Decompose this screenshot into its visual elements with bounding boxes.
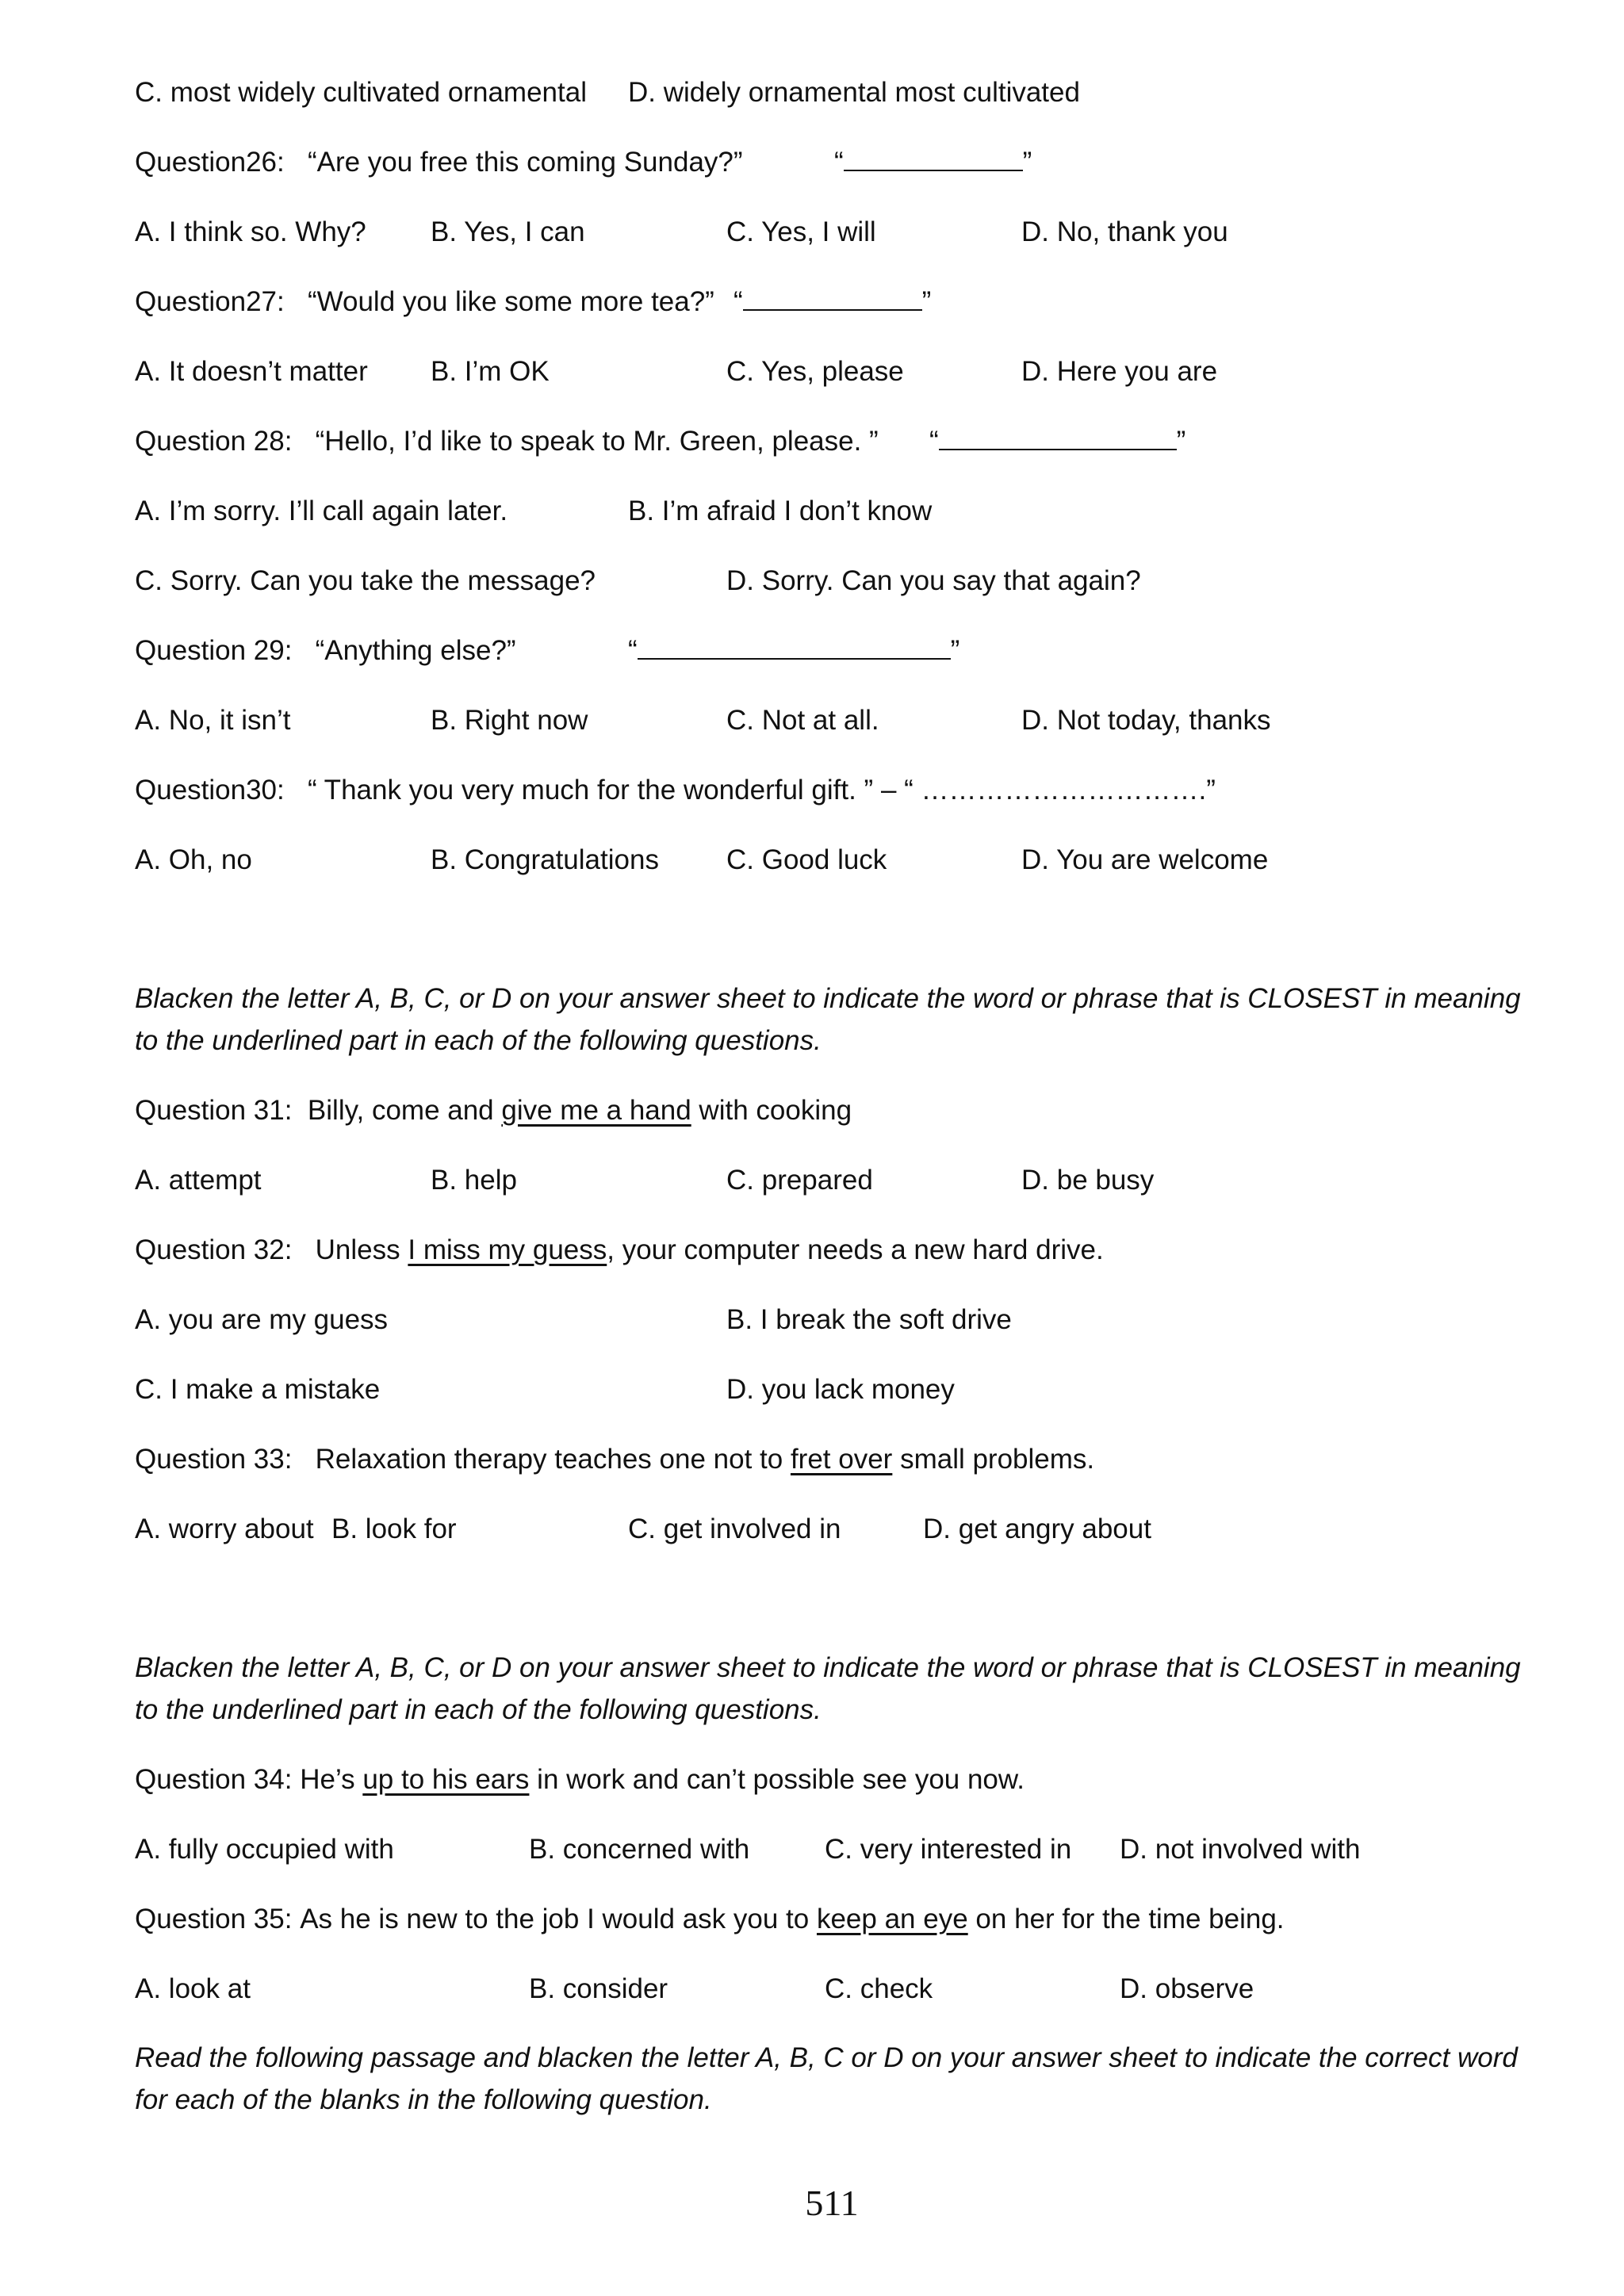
question-prompt: “Hello, I’d like to speak to Mr. Green, please. ” bbox=[315, 426, 879, 457]
q29-option-b: B. Right now bbox=[431, 705, 588, 736]
q30-option-c: C. Good luck bbox=[726, 844, 887, 875]
q26-option-c: C. Yes, I will bbox=[726, 216, 876, 247]
question-label: Question26: bbox=[135, 147, 285, 178]
q26-option-b: B. Yes, I can bbox=[431, 216, 585, 247]
q33-option-b: B. look for bbox=[331, 1513, 457, 1544]
q29-option-a: A. No, it isn’t bbox=[135, 705, 291, 736]
q33-option-c: C. get involved in bbox=[628, 1513, 841, 1544]
page-number: 511 bbox=[805, 2183, 859, 2223]
q33-option-a: A. worry about bbox=[135, 1513, 314, 1544]
question-30 bbox=[135, 773, 1216, 808]
question-34: Question 34: He’s up to his ears in work and can’t possible see you now. bbox=[135, 1764, 1025, 1795]
question-prompt: “Anything else?” bbox=[315, 635, 516, 666]
q35-option-c: C. check bbox=[825, 1973, 933, 2004]
q27-option-a: A. It doesn’t matter bbox=[135, 356, 368, 387]
question-28 bbox=[135, 424, 879, 459]
q34-option-c: C. very interested in bbox=[825, 1834, 1072, 1865]
question-prompt: “Are you free this coming Sunday?” bbox=[307, 147, 743, 178]
q32-option-d: D. you lack money bbox=[726, 1374, 955, 1405]
answer-blank: “ ” bbox=[929, 426, 1186, 457]
q35-option-a: A. look at bbox=[135, 1973, 251, 2004]
instruction-reading-passage: Read the following passage and blacken the letter A, B, C or D on your answer sheet to indicate the correct word for each of the blanks in the following question. bbox=[135, 2042, 1518, 2115]
q31-option-c: C. prepared bbox=[726, 1165, 873, 1196]
q34-option-d: D. not involved with bbox=[1120, 1834, 1361, 1865]
q31-option-d: D. be busy bbox=[1021, 1165, 1155, 1196]
q28-option-a: A. I’m sorry. I’ll call again later. bbox=[135, 496, 508, 526]
q34-option-a: A. fully occupied with bbox=[135, 1834, 394, 1865]
q35-option-d: D. observe bbox=[1120, 1973, 1254, 2004]
q30-option-d: D. You are welcome bbox=[1021, 844, 1269, 875]
q28-option-c: C. Sorry. Can you take the message? bbox=[135, 565, 596, 596]
underlined-phrase: I miss my guess bbox=[408, 1234, 607, 1265]
q26-option-d: D. No, thank you bbox=[1021, 216, 1228, 247]
q27-option-c: C. Yes, please bbox=[726, 356, 904, 387]
q29-option-c: C. Not at all. bbox=[726, 705, 879, 736]
q31-option-b: B. help bbox=[431, 1165, 517, 1196]
question-29 bbox=[135, 633, 516, 668]
answer-blank: “ ” bbox=[834, 147, 1032, 178]
q33-option-d: D. get angry about bbox=[923, 1513, 1151, 1544]
question-label: Question 34: bbox=[135, 1764, 293, 1795]
question-label: Question 29: bbox=[135, 635, 293, 666]
question-label: Question 32: bbox=[135, 1234, 293, 1265]
underlined-phrase: fret over bbox=[790, 1444, 893, 1475]
answer-blank: “ ” bbox=[733, 286, 932, 317]
underlined-phrase: give me a hand bbox=[501, 1095, 691, 1126]
underlined-phrase: keep an eye bbox=[816, 1904, 968, 1934]
question-27 bbox=[135, 285, 714, 320]
question-31: Question 31: Billy, come and give me a hand with cooking bbox=[135, 1095, 852, 1126]
q32-option-c: C. I make a mistake bbox=[135, 1374, 381, 1405]
question-35: Question 35: As he is new to the job I would ask you to keep an eye on her for the time being. bbox=[135, 1904, 1285, 1934]
q26-option-a: A. I think so. Why? bbox=[135, 216, 366, 247]
answer-blank: “ ” bbox=[628, 635, 960, 666]
q30-option-b: B. Congratulations bbox=[431, 844, 659, 875]
q30-option-a: A. Oh, no bbox=[135, 844, 252, 875]
q28-option-b: B. I’m afraid I don’t know bbox=[628, 496, 933, 526]
question-label: Question30: bbox=[135, 775, 285, 806]
instruction-closest-meaning: Blacken the letter A, B, C, or D on your answer sheet to indicate the word or phrase that is CLOSEST in meaning to the underlined part in each of the following questions. bbox=[135, 983, 1521, 1056]
question-label: Question27: bbox=[135, 286, 285, 317]
q25-option-d: D. widely ornamental most cultivated bbox=[628, 77, 1080, 108]
question-label: Question 31: bbox=[135, 1095, 293, 1126]
q34-option-b: B. concerned with bbox=[529, 1834, 750, 1865]
underlined-phrase: up to his ears bbox=[362, 1764, 530, 1795]
q25-option-c: C. most widely cultivated ornamental bbox=[135, 77, 587, 108]
question-prompt: “ Thank you very much for the wonderful gift. ” – “ ………………………….” bbox=[307, 775, 1216, 806]
question-33: Question 33: Relaxation therapy teaches one not to fret over small problems. bbox=[135, 1444, 1095, 1475]
question-label: Question 33: bbox=[135, 1444, 293, 1475]
q35-option-b: B. consider bbox=[529, 1973, 668, 2004]
question-label: Question 35: bbox=[135, 1904, 293, 1934]
q32-option-b: B. I break the soft drive bbox=[726, 1304, 1012, 1335]
question-label: Question 28: bbox=[135, 426, 293, 457]
question-32: Question 32: Unless I miss my guess, your computer needs a new hard drive. bbox=[135, 1234, 1104, 1265]
q31-option-a: A. attempt bbox=[135, 1165, 262, 1196]
q27-option-b: B. I’m OK bbox=[431, 356, 550, 387]
q28-option-d: D. Sorry. Can you say that again? bbox=[726, 565, 1141, 596]
question-prompt: “Would you like some more tea?” bbox=[307, 286, 714, 317]
q32-option-a: A. you are my guess bbox=[135, 1304, 389, 1335]
q29-option-d: D. Not today, thanks bbox=[1021, 705, 1271, 736]
instruction-closest-meaning: Blacken the letter A, B, C, or D on your answer sheet to indicate the word or phrase that is CLOSEST in meaning to the underlined part in each of the following questions. bbox=[135, 1652, 1521, 1725]
q27-option-d: D. Here you are bbox=[1021, 356, 1218, 387]
question-26 bbox=[135, 145, 743, 180]
